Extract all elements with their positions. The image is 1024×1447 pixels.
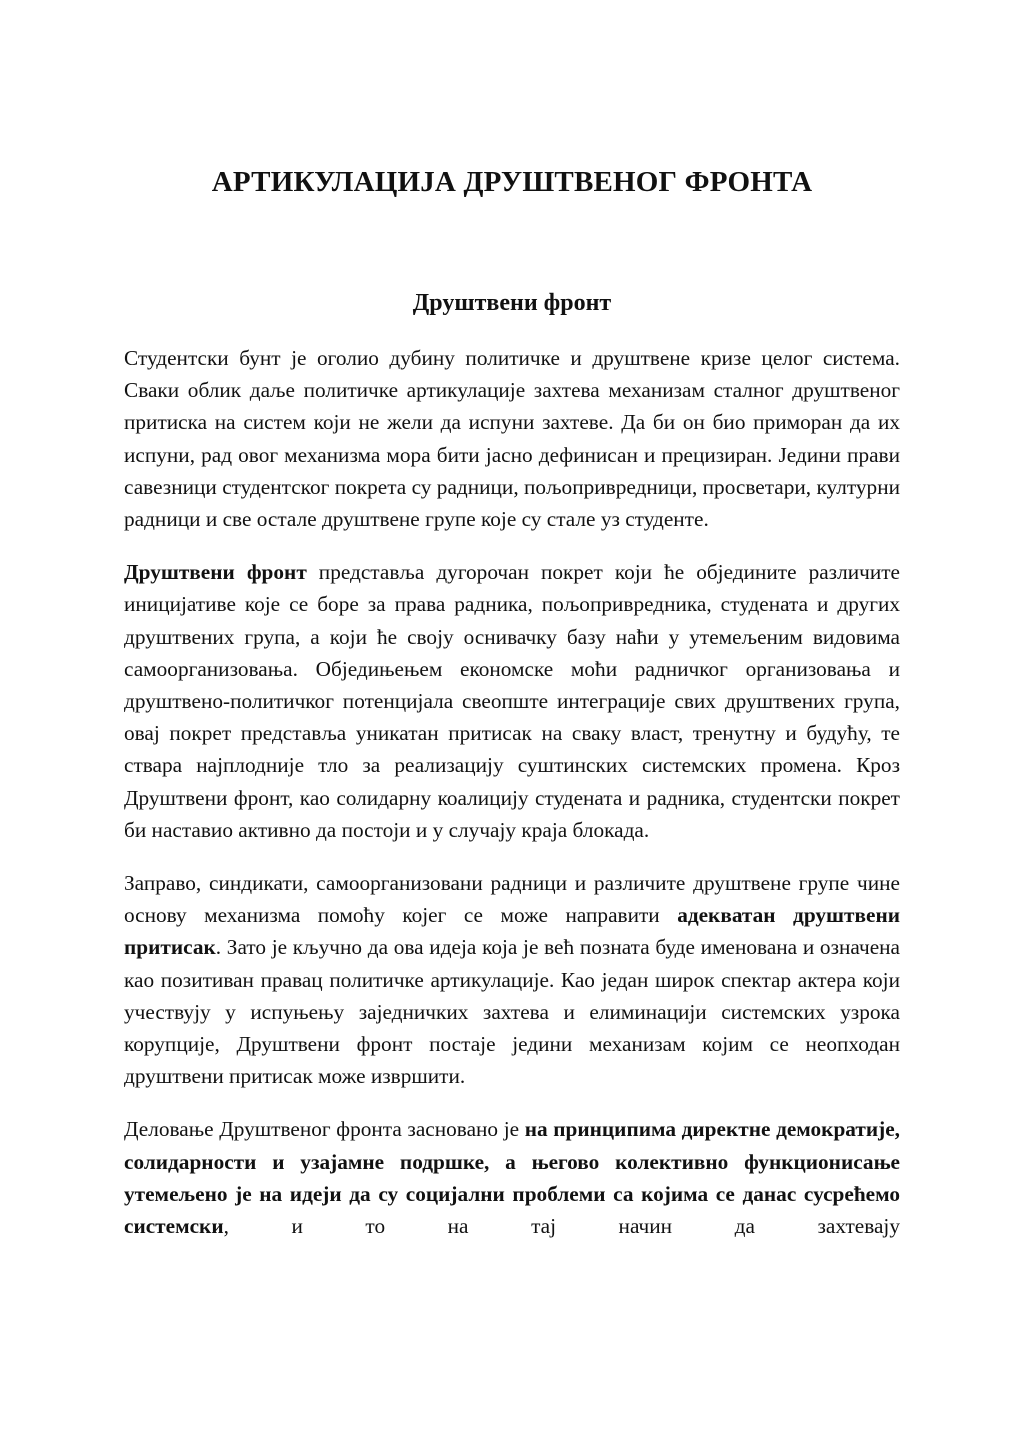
paragraph-3-text-end: . Зато је кључно да ова идеја која је већ позната буде именована и означена као позитиван правац политичке артикулације. Као један широк спектар актера који учествују у испуњењу заједничких захтева и елиминацији системских узрока корупције, Друштвени фронт постаје једини механизам којим се неопходан друштвени притисак може извршити. <box>124 935 900 1089</box>
paragraph-4-bold-phrase: на принципима директне демократије, солидарности и узајамне подршке, а његово колективно функционисање утемељено је на идеји да су социјални проблеми са којима се данас сусрећемо системски <box>124 1117 900 1239</box>
paragraph-2 <box>124 556 900 846</box>
section-heading: Друштвени фронт <box>412 290 612 316</box>
paragraph-4 <box>124 1113 900 1242</box>
paragraph-4-text-end: , и то на тај начин да захтевају <box>223 1214 900 1239</box>
paragraph-1-text: Студентски бунт је оголио дубину политичке и друштвене кризе целог система. Сваки облик даље политичке артикулације захтева механизам сталног друштвеног притиска на систем који не жели да испуни захтеве. Да би он био приморан да их испуни, рад овог механизма мора бити јасно дефинисан и прецизиран. Једини прави савезници студентског покрета су радници, пољопривредници, просветари, културни радници и све остале друштвене групе које су стале уз студенте. <box>124 346 900 532</box>
paragraph-2-text: представља дугорочан покрет који ће обједините различите иницијативе које се боре за права радника, пољопривредника, студената и других друштвених група, а који ће своју оснивачку базу наћи у утемељеним видовима самоорганизовања. Обједињењем економске моћи радничког организовања и друштвено-политичког потенцијала свеопште интеграције свих друштвених група, овај покрет представља уникатан притисак на сваку власт, тренутну и будућу, те ствара најплодније тло за реализацију суштинских системских промена. Кроз Друштвени фронт, као солидарну коалицију студената и радника, студентски покрет би наставио активно да постоји и у случају краја блокада. <box>124 560 900 842</box>
paragraph-4-text-start: Деловање Друштвеног фронта засновано је <box>124 1117 525 1142</box>
document-title: АРТИКУЛАЦИЈА ДРУШТВЕНОГ ФРОНТА <box>211 166 813 198</box>
paragraph-3-text-start: Заправо, синдикати, самоорганизовани радници и различите друштвене групе чине основу механизма помоћу којег се може направити <box>124 871 900 928</box>
document-body <box>124 342 900 1263</box>
paragraph-2-bold-term: Друштвени фронт <box>124 560 307 585</box>
paragraph-3-bold-phrase: адекватан друштвени притисак <box>124 903 900 960</box>
paragraph-1 <box>124 342 900 535</box>
paragraph-3 <box>124 867 900 1092</box>
